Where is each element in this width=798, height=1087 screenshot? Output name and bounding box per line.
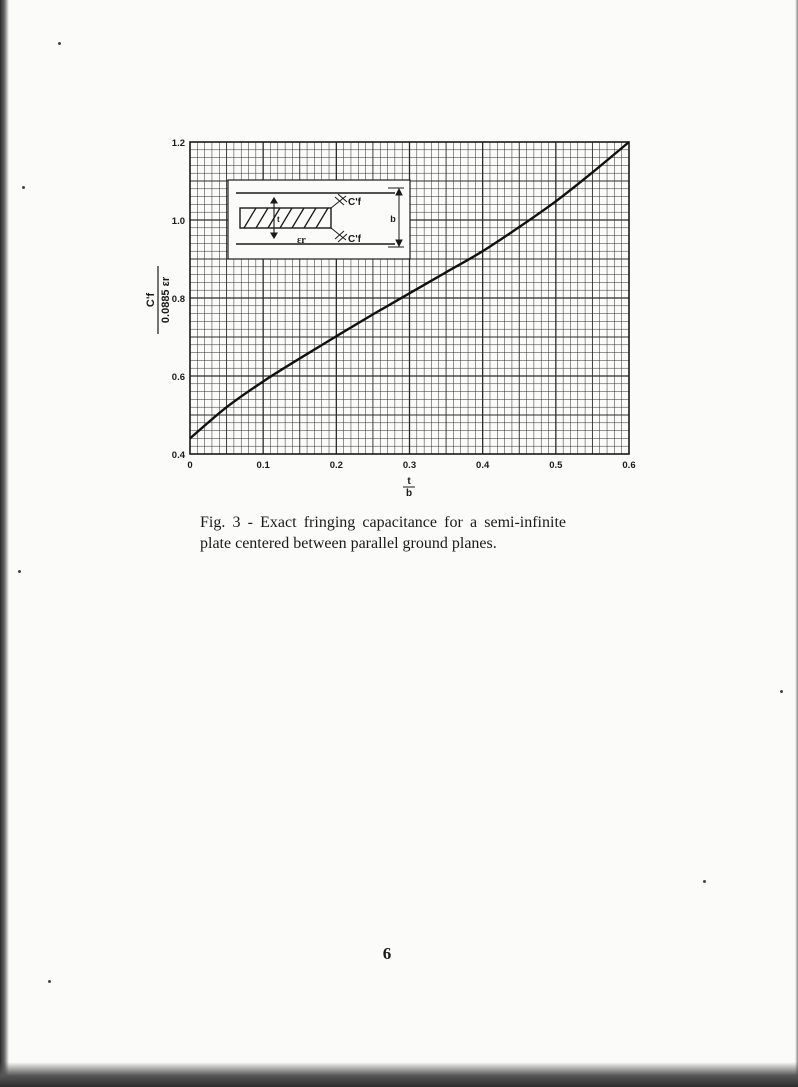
upper-cf-label: C'f bbox=[348, 197, 361, 208]
scan-speck bbox=[48, 980, 51, 983]
x-tick-label: 0.5 bbox=[549, 460, 563, 471]
scan-speck bbox=[780, 690, 783, 693]
x-axis-label-denominator: b bbox=[405, 488, 413, 499]
scan-speck bbox=[58, 42, 61, 45]
y-axis-label bbox=[145, 266, 172, 334]
figure-caption: Fig. 3 - Exact fringing capacitance for a semi-infinite plate centered between parallel ground planes. bbox=[200, 514, 566, 552]
x-tick-label: 0.3 bbox=[402, 460, 417, 471]
scan-speck bbox=[703, 880, 706, 883]
scan-speck bbox=[22, 186, 25, 189]
y-axis-label-denominator: 0.0885 εr bbox=[160, 276, 172, 324]
x-axis-label-numerator: t bbox=[407, 476, 411, 487]
lower-cf-label: C'f bbox=[348, 234, 361, 245]
y-tick-label: 0.8 bbox=[171, 294, 185, 305]
x-tick-label: 0 bbox=[187, 460, 193, 471]
y-axis-label-numerator: C'f bbox=[145, 292, 157, 308]
x-axis-label bbox=[403, 476, 415, 499]
thickness-label: t bbox=[277, 215, 280, 224]
inset-diagram bbox=[228, 180, 410, 259]
x-tick-label: 0.4 bbox=[476, 460, 490, 471]
x-tick-label: 0.2 bbox=[329, 460, 343, 471]
y-tick-label: 0.4 bbox=[171, 450, 185, 461]
scan-speck bbox=[18, 570, 21, 573]
x-tick-label: 0.6 bbox=[622, 460, 636, 471]
x-tick-labels bbox=[187, 460, 635, 471]
page-number: 6 bbox=[382, 944, 392, 963]
y-tick-label: 0.6 bbox=[171, 372, 185, 383]
spacing-label: b bbox=[390, 214, 396, 224]
y-tick-labels bbox=[172, 138, 186, 461]
permittivity-label: εr bbox=[297, 235, 306, 246]
y-tick-label: 1.0 bbox=[171, 216, 185, 227]
center-plate bbox=[240, 208, 331, 228]
y-tick-label: 1.2 bbox=[171, 138, 185, 149]
x-tick-label: 0.1 bbox=[256, 460, 270, 471]
